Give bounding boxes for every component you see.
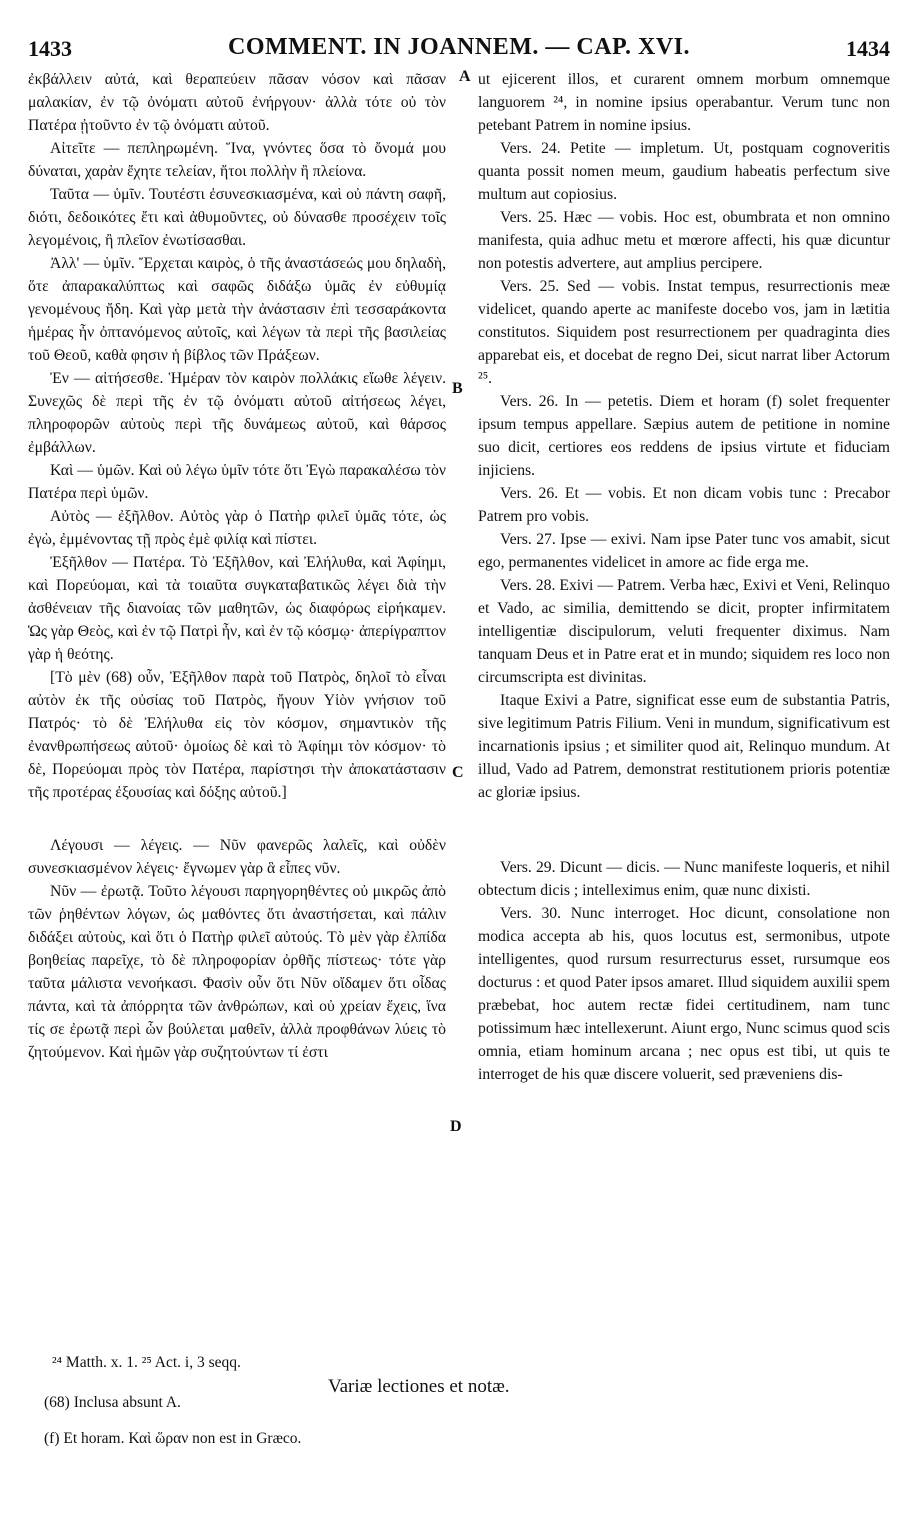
latin-paragraph: Vers. 27. Ipse — exivi. Nam ipse Pater tunc vos amabit, sicut ego, permanentes videlicet in amore ac fide erga me. <box>478 531 890 571</box>
greek-paragraph: Καὶ — ὑμῶν. Καὶ οὐ λέγω ὑμῖν τότε ὅτι Ἐγὼ παρακαλέσω τὸν Πατέρα περὶ ὑμῶν. <box>28 462 446 502</box>
latin-paragraph: Vers. 26. In — petetis. Diem et horam (f) solet frequenter ipsum tempus appellare. Sæpius autem de petitione in nomine suo dicit, certiores eos reddens de ipsius virtute et fiduciam injiciens. <box>478 393 890 479</box>
greek-paragraph: [Τὸ μὲν (68) οὖν, Ἐξῆλθον παρὰ τοῦ Πατρὸς, δηλοῖ τὸ εἶναι αὐτὸν ἐκ τῆς οὐσίας τοῦ Πατρὸς, ἤγουν Υἱὸν γνήσιον τοῦ Πατρός· τὸ δὲ Ἐλήλυθα εἰς τὸν κόσμον, σημαντικὸν τῆς ἐνανθρωπήσεως αὐτοῦ· ὁμοίως δὲ καὶ τὸ Ἀφίημι τὸν κόσμον· τὸ δὲ, Πορεύομαι πρὸς τὸν Πατέρα, παρίστησι τὴν ἀποκατάστασιν τῆς προτέρας ἐξουσίας καὶ δόξης αὐτοῦ.] <box>28 669 446 801</box>
greek-paragraph: Ταῦτα — ὑμῖν. Τουτέστι ἐσυνεσκιασμένα, καὶ οὐ πάντη σαφῆ, διότι, δεδοικότες ἔτι καὶ ἀθυμοῦντες, οὐ δύνασθε προσέχειν τοῖς λεγομένοις, ἢ πλεῖον ἐνωτίσασθαι. <box>28 186 446 249</box>
margin-marker-d: D <box>450 1118 462 1135</box>
latin-paragraph: Vers. 24. Petite — impletum. Ut, postquam cognoveritis quanta possit nomen meum, gaudium habeatis perfectum sive multum aut copiosius. <box>478 140 890 203</box>
note-f: (f) Et horam. Καὶ ὥραν non est in Græco. <box>44 1430 302 1447</box>
latin-paragraph: Vers. 28. Exivi — Patrem. Verba hæc, Exivi et Veni, Relinquo et Vado, ac similia, demittendo se dicit, propter infirmitatem intelligentiæ discipulorum, veluti frequenter diximus. Nam tanquam Deus et in Patre erat et in mundo; siquidem res loco non circumscripta est divinitas. <box>478 577 890 686</box>
margin-marker-b: B <box>452 380 463 397</box>
latin-paragraph: Vers. 25. Sed — vobis. Instat tempus, resurrectionis meæ videlicet, quando aperte ac manifeste docebo vos, jam in lætitia constitutos. Siquidem post resurrectionem per quadraginta dies apparebat eis, et docebat de regno Dei, sicut narrat liber Actorum ²⁵. <box>478 278 890 387</box>
greek-column <box>28 68 446 1064</box>
latin-paragraph: Itaque Exivi a Patre, significat esse eum de substantia Patris, sive legitimum Patris Filium. Veni in mundum, significativum est incarnationis ipsius ; et similiter quod ait, Relinquo mundum. At illud, Vado ad Patrem, demonstrat restitutionem prioris potentiæ ac gloriæ ipsius. <box>478 692 890 801</box>
greek-paragraph: Αὐτὸς — ἐξῆλθον. Αὐτὸς γὰρ ὁ Πατὴρ φιλεῖ ὑμᾶς τότε, ὡς ἐγὼ, ἐμμένοντας τῇ πρὸς ἐμὲ φιλίᾳ καὶ πίστει. <box>28 508 446 548</box>
greek-paragraph: Ἐν — αἰτήσεσθε. Ἡμέραν τὸν καιρὸν πολλάκις εἴωθε λέγειν. Συνεχῶς δὲ περὶ τῆς ἐν τῷ ὀνόματι αὐτοῦ αἰτήσεως λέγει, πληροφορῶν αὐτοὺς περὶ τῆς δυνάμεως αὐτοῦ, καὶ θάρσος ἐμβάλλων. <box>28 370 446 456</box>
page-number-left: 1433 <box>28 36 72 61</box>
latin-paragraph: Vers. 25. Hæc — vobis. Hoc est, obumbrata et non omnino manifesta, quia adhuc metu et mœrore affecti, his quæ dicuntur non potestis advertere, aut amplius percipere. <box>478 209 890 272</box>
greek-paragraph: Αἰτεῖτε — πεπληρωμένη. Ἵνα, γνόντες ὅσα τὸ ὄνομά μου δύναται, χαρὰν ἔχητε τελείαν, ἤτοι πολλὴν ἢ πλείονα. <box>28 140 446 180</box>
page-header <box>28 32 890 66</box>
column-gap <box>28 804 446 834</box>
greek-paragraph: Ἐξῆλθον — Πατέρα. Τὸ Ἐξῆλθον, καὶ Ἐλήλυθα, καὶ Ἀφίημι, καὶ Πορεύομαι, καὶ τὰ τοιαῦτα συγκαταβατικῶς λέγει διὰ τὴν ἀσθένειαν τῆς διανοίας τῶν μαθητῶν, ὡς διαφόρως εἰρήκαμεν. Ὡς γὰρ Θεὸς, καὶ ἐν τῷ Πατρὶ ἦν, καὶ ἐν τῷ κόσμῳ· ἀπερίγραπτον γὰρ ἡ θεότης. <box>28 554 446 663</box>
greek-paragraph: Λέγουσι — λέγεις. — Νῦν φανερῶς λαλεῖς, καὶ οὐδὲν συνεσκιασμένον λέγεις· ἔγνωμεν γὰρ ἃ εἶπες νῦν. <box>28 837 446 877</box>
greek-paragraph: Νῦν — ἐρωτᾷ. Τοῦτο λέγουσι παρηγορηθέντες οὐ μικρῶς ἀπὸ τῶν ῥηθέντων λόγων, ὡς μαθόντες ὅτι ἀναστήσεται, καὶ πάλιν διδάξει αὐτοὺς, καὶ ὅτι ὁ Πατὴρ φιλεῖ αὐτούς. Τὸ μὲν γὰρ ἐλπίδα βοηθείας παρεῖχε, τὸ δὲ πληροφορίαν ὀρθῆς πίστεως· τότε γὰρ ταῦτα μάλιστα νενοήκασι. Φασὶν οὖν ὅτι Νῦν οἴδαμεν ὅτι οἶδας πάντα, καὶ τὰ ἀπόρρητα τῶν ἀνθρώπων, καὶ οὐ χρείαν ἔχεις, ἵνα τίς σε ἐρωτᾷ περὶ ὧν βούλεται μαθεῖν, ἀλλὰ προφθάνων λύεις τὸ ζητούμενον. Καὶ ἡμῶν γὰρ συζητούντων τί ἐστι <box>28 883 446 1061</box>
latin-paragraph: ut ejicerent illos, et curarent omnem morbum omnemque languorem ²⁴, in nomine ipsius operabantur. Verum tunc non petebant Patrem in nomine ipsius. <box>478 71 890 134</box>
latin-paragraph: Vers. 30. Nunc interroget. Hoc dicunt, consolatione non modica accepta ab his, quos locutus est, sermonibus, utpote intelligentes, quod rursum resurrecturus esset, rursumque eos docturus : et quod Pater ipsos amaret. Illud siquidem auxilii spem præbebat, hoc autem rectæ fidei certitudinem, nam tunc potissimum hæc intellexerunt. Aiunt ergo, Nunc scimus quod scis omnia, etiam hominum arcana ; nec opus est tibi, ut quis te interroget de his quæ discere voluerit, sed præveniens dis- <box>478 905 890 1083</box>
latin-paragraph: Vers. 29. Dicunt — dicis. — Nunc manifeste loqueris, et nihil obtectum dicis ; intelleximus enim, quæ nunc dixisti. <box>478 859 890 899</box>
page-number-right: 1434 <box>846 36 890 61</box>
running-title: COMMENT. IN JOANNEM. — CAP. XVI. <box>228 34 690 60</box>
greek-paragraph: ἐκβάλλειν αὐτά, καὶ θεραπεύειν πᾶσαν νόσον καὶ πᾶσαν μαλακίαν, ἐν τῷ ὀνόματι αὐτοῦ ἐνήργουν· ἀλλὰ τότε οὐ τὸν Πατέρα ᾐτοῦντο ἐν τῷ ὀνόματι αὐτοῦ. <box>28 71 446 134</box>
margin-marker-a: A <box>459 68 471 85</box>
column-gap <box>478 804 890 856</box>
latin-column <box>478 68 890 1086</box>
variae-title: Variæ lectiones et notæ. <box>328 1376 510 1397</box>
margin-marker-c: C <box>452 764 464 781</box>
latin-paragraph: Vers. 26. Et — vobis. Et non dicam vobis tunc : Precabor Patrem pro vobis. <box>478 485 890 525</box>
greek-paragraph: Ἀλλ' — ὑμῖν. Ἔρχεται καιρὸς, ὁ τῆς ἀναστάσεώς μου δηλαδὴ, ὅτε ἀπαρακαλύπτως καὶ σαφῶς διδάξω ὑμᾶς ἐν εὐθυμίᾳ γενομένους ἤδη. Καὶ γὰρ μετὰ τὴν ἀνάστασιν ἐπὶ τεσσαράκοντα ἡμέρας ἦν ὀπτανόμενος αὐτοῖς, καὶ λέγων τὰ περὶ τῆς βασιλείας τοῦ Θεοῦ, καθὰ φησιν ἡ βίβλος τῶν Πράξεων. <box>28 255 446 364</box>
note-68: (68) Inclusa absunt A. <box>44 1394 181 1411</box>
scripture-references: ²⁴ Matth. x. 1. ²⁵ Act. i, 3 seqq. <box>52 1354 241 1371</box>
